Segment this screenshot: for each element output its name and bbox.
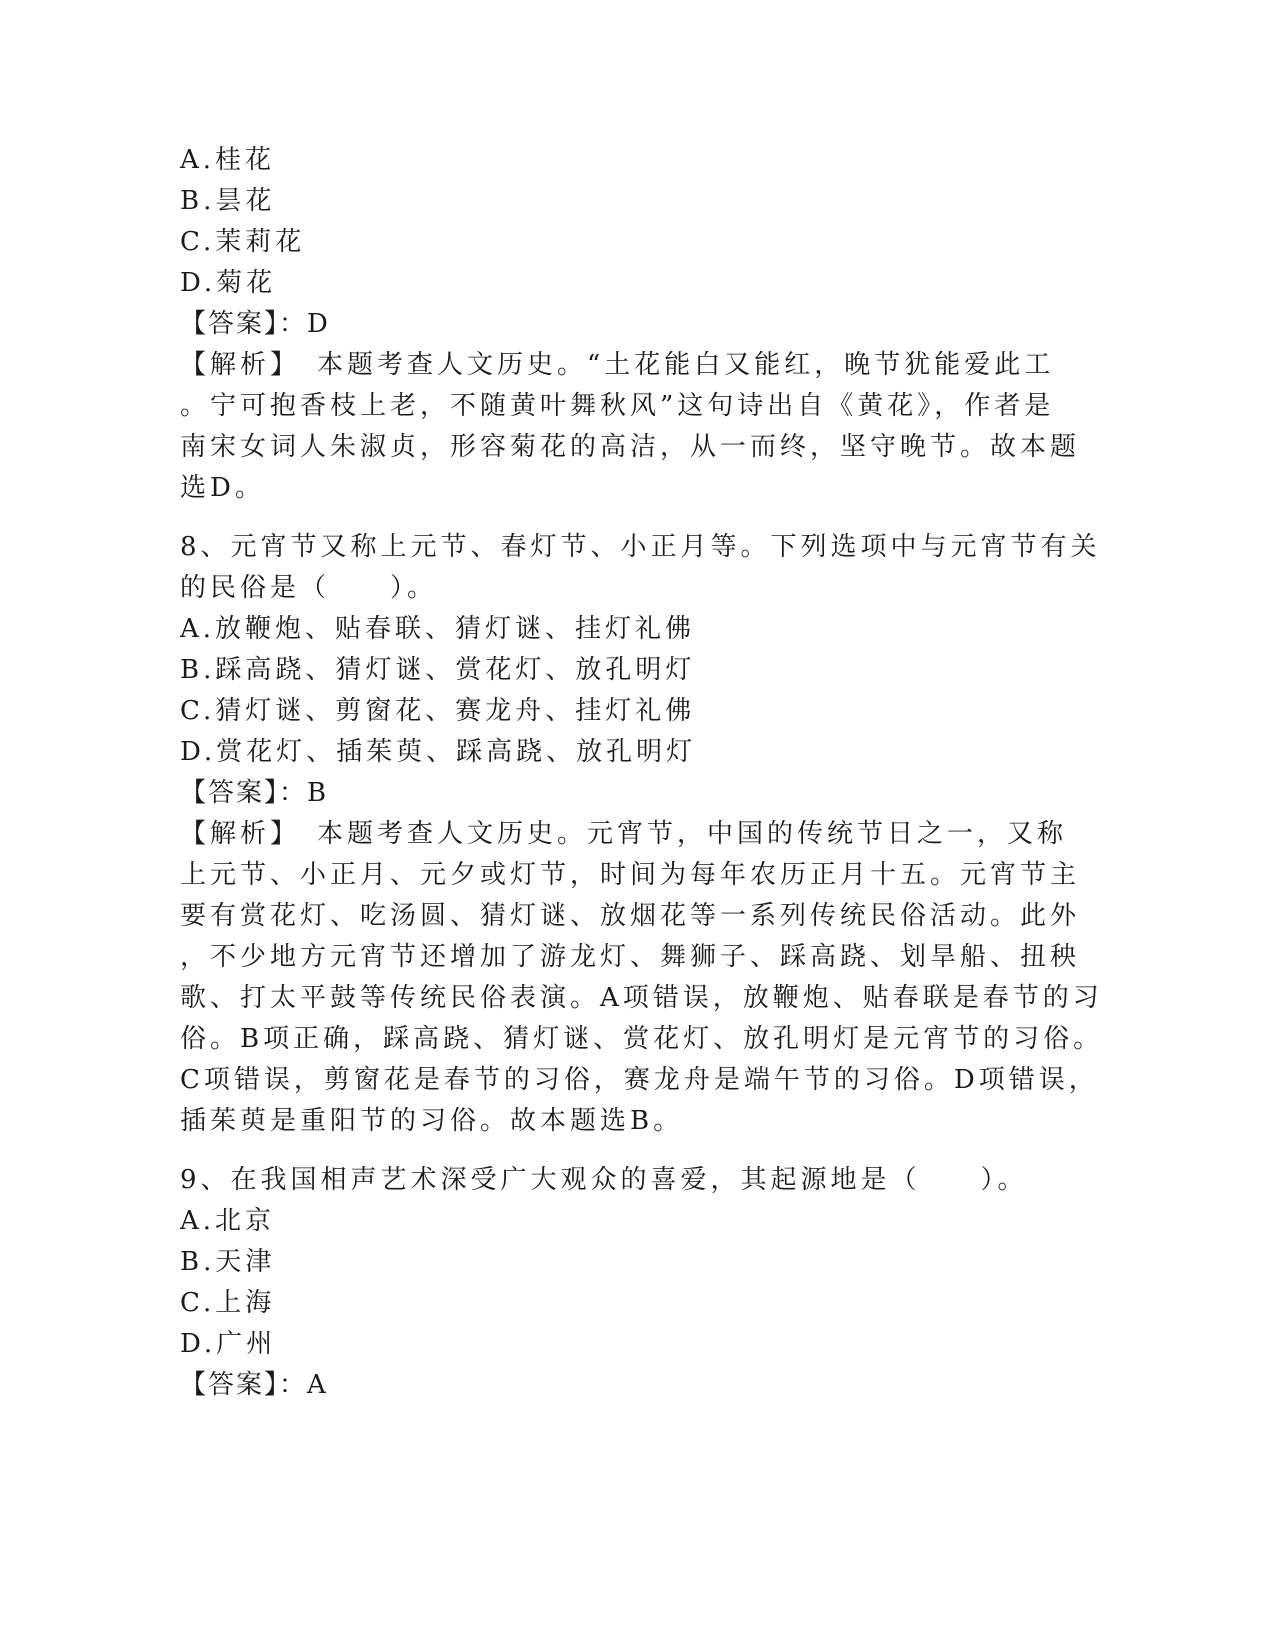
- option-c: C.茉莉花: [180, 227, 306, 257]
- analysis-line: 歌、打太平鼓等传统民俗表演。A项错误，放鞭炮、贴春联是春节的习: [180, 983, 1103, 1013]
- analysis-line: C项错误，剪窗花是春节的习俗，赛龙舟是端午节的习俗。D项错误，: [180, 1065, 1099, 1095]
- analysis-line: 【解析】 本题考查人文历史。元宵节，中国的传统节日之一，又称: [180, 819, 1068, 849]
- option-b: B.天津: [180, 1247, 276, 1277]
- analysis-line: 南宋女词人朱淑贞，形容菊花的高洁，从一而终，坚守晚节。故本题: [180, 432, 1081, 462]
- analysis-line: 要有赏花灯、吃汤圆、猜灯谜、放烟花等一系列传统民俗活动。此外: [180, 901, 1081, 931]
- option-d: D.广州: [180, 1329, 277, 1359]
- option-d: D.赏花灯、插茱萸、踩高跷、放孔明灯: [180, 737, 697, 767]
- analysis-line: 插茱萸是重阳节的习俗。故本题选B。: [180, 1106, 684, 1136]
- option-d: D.菊花: [180, 268, 277, 298]
- question-7-analysis: [180, 345, 1081, 509]
- option-a: A.放鞭炮、贴春联、猜灯谜、挂灯礼佛: [180, 614, 696, 644]
- question-9-options: [180, 1201, 1040, 1365]
- analysis-line: 【解析】 本题考查人文历史。“土花能白又能红，晚节犹能爱此工: [180, 350, 1055, 380]
- question-8-answer: 【答案】：B: [180, 778, 329, 808]
- question-9-stem: [180, 1160, 1040, 1201]
- option-a: A.桂花: [180, 145, 276, 175]
- question-line: 的民俗是（ ）。: [180, 573, 438, 603]
- analysis-line: 上元节、小正月、元夕或灯节，时间为每年农历正月十五。元宵节主: [180, 860, 1081, 890]
- analysis-line: 俗。B项正确，踩高跷、猜灯谜、赏花灯、放孔明灯是元宵节的习俗。: [180, 1024, 1104, 1054]
- option-c: C.猜灯谜、剪窗花、赛龙舟、挂灯礼佛: [180, 696, 696, 726]
- question-line: 8、元宵节又称上元节、春灯节、小正月等。下列选项中与元宵节有关: [180, 532, 1101, 562]
- question-9-answer: 【答案】：A: [180, 1370, 328, 1400]
- document-page: [180, 140, 1104, 1406]
- question-8-options: [180, 609, 1040, 773]
- analysis-line: 。宁可抱香枝上老，不随黄叶舞秋风”这句诗出自《黄花》，作者是: [180, 391, 1055, 421]
- analysis-line: ，不少地方元宵节还增加了游龙灯、舞狮子、踩高跷、划旱船、扭秧: [180, 942, 1081, 972]
- question-7-answer: 【答案】：D: [180, 309, 330, 339]
- question-7-options: [180, 140, 1040, 304]
- spacer: [180, 509, 1040, 527]
- question-line: 9、在我国相声艺术深受广大观众的喜爱，其起源地是（ ）。: [180, 1165, 1028, 1195]
- option-c: C.上海: [180, 1288, 276, 1318]
- analysis-line: 选D。: [180, 473, 265, 503]
- option-b: B.昙花: [180, 186, 276, 216]
- question-8-analysis: [180, 814, 1104, 1142]
- question-8-stem: [180, 527, 1101, 609]
- spacer: [180, 1142, 1040, 1160]
- option-b: B.踩高跷、猜灯谜、赏花灯、放孔明灯: [180, 655, 696, 685]
- option-a: A.北京: [180, 1206, 276, 1236]
